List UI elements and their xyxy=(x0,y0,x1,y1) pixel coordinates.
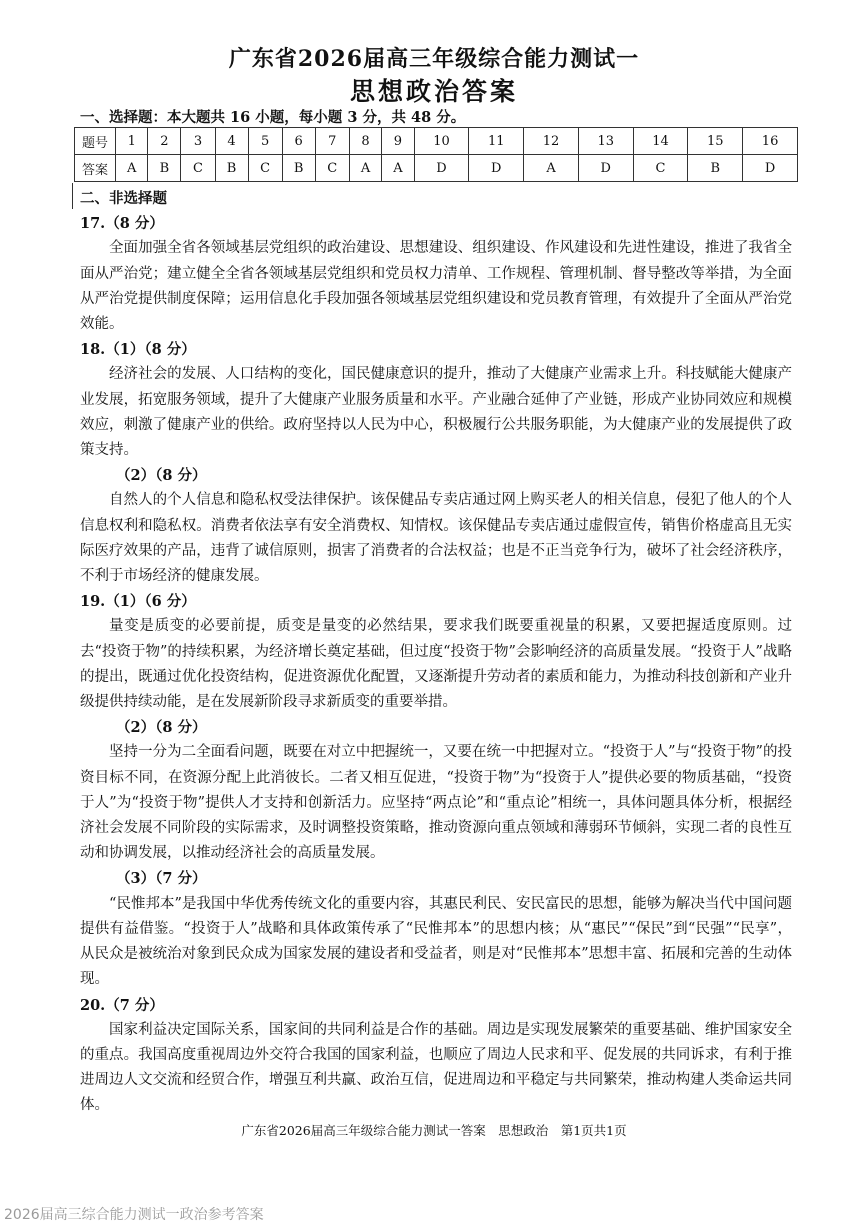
answer-row-label: 答案 xyxy=(75,155,116,182)
answer-cell: B xyxy=(148,155,181,182)
answer-row xyxy=(75,155,798,182)
answer-cell: D xyxy=(743,155,798,182)
q20-heading: 20.（7 分） xyxy=(80,996,164,1014)
answer-cell: D xyxy=(414,155,469,182)
q19-part2-answer: 坚持一分为二全面看问题，既要在对立中把握统一，又要在统一中把握对立。“投资于人”与“投资于物”的投资目标不同，在资源分配上此消彼长。二者又相互促进，“投资于物”为“投资于人”提供必要的物质基础，“投资于人”为“投资于物”提供人才支持和创新活力。应坚持“两点论”和“重点论”相统一，具体问题具体分析，根据经济社会发展不同阶段的实际需求，及时调整投资策略，推动资源向重点领域和薄弱环节倾斜，实现二者的良性互动和协调发展，以推动经济社会的高质量发展。 xyxy=(80,744,792,862)
question-number: 9 xyxy=(382,128,414,155)
q19-part3-heading: （3）（7 分） xyxy=(116,870,207,888)
question-number: 4 xyxy=(215,128,248,155)
answer-cell: A xyxy=(524,155,579,182)
answer-cell: B xyxy=(215,155,248,182)
answer-cell: B xyxy=(282,155,315,182)
question-number: 11 xyxy=(469,128,524,155)
answer-cell: C xyxy=(633,155,688,182)
q17-answer: 全面加强全省各领域基层党组织的政治建设、思想建设、组织建设、作风建设和先进性建设，推进了我省全面从严治党；建立健全全省各领域基层党组织和党员权力清单、工作规程、管理机制、督导整改等举措，为全面从严治党提供制度保障；运用信息化手段加强各领域基层党组织建设和党员教育管理，有效提升了全面从严治党效能。 xyxy=(80,240,792,333)
answer-cell: C xyxy=(315,155,349,182)
answer-cell: A xyxy=(116,155,148,182)
question-number: 12 xyxy=(524,128,579,155)
q19-part3-answer: “民惟邦本”是我国中华优秀传统文化的重要内容，其惠民利民、安民富民的思想，能够为解决当代中国问题提供有益借鉴。“投资于人”战略和具体政策传承了“民惟邦本”的思想内核；从“惠民”“保民”到“民强”“民享”，从民众是被统治对象到民众成为国家发展的建设者和受益者，则是对“民惟邦本”思想丰富、拓展和完善的生动体现。 xyxy=(80,895,792,988)
answer-cell: D xyxy=(578,155,633,182)
q18-part2-heading: （2）（8 分） xyxy=(116,467,207,485)
section-divider-line xyxy=(72,183,73,209)
q17-heading: 17.（8 分） xyxy=(80,215,164,233)
question-number: 15 xyxy=(688,128,743,155)
answer-cell: B xyxy=(688,155,743,182)
answer-cell: A xyxy=(382,155,414,182)
question-number: 3 xyxy=(181,128,215,155)
question-number: 5 xyxy=(248,128,282,155)
question-number: 6 xyxy=(282,128,315,155)
question-number: 13 xyxy=(578,128,633,155)
q19-heading: 19.（1）（6 分） xyxy=(80,593,196,611)
answer-key-table xyxy=(74,127,798,182)
document-watermark: 2026届高三综合能力测试一政治参考答案 xyxy=(4,1207,264,1223)
question-number: 1 xyxy=(116,128,148,155)
question-number: 2 xyxy=(148,128,181,155)
multiple-choice-heading: 一、选择题：本大题共 16 小题，每小题 3 分，共 48 分。 xyxy=(80,109,466,126)
question-row-label: 题号 xyxy=(75,128,116,155)
q18-heading: 18.（1）（8 分） xyxy=(80,341,196,359)
answer-cell: C xyxy=(248,155,282,182)
q19-part1-answer: 量变是质变的必要前提，质变是量变的必然结果，要求我们既要重视量的积累，又要把握适度原则。过去“投资于物”的持续积累，为经济增长奠定基础，但过度“投资于物”会影响经济的高质量发展。“投资于人”战略的提出，既通过优化投资结构，促进资源优化配置，又逐渐提升劳动者的素质和能力，为推动科技创新和产业升级提供持续动能，是在发展新阶段寻求新质变的重要举措。 xyxy=(80,618,792,711)
answer-cell: D xyxy=(469,155,524,182)
question-number: 7 xyxy=(315,128,349,155)
q20-answer: 国家利益决定国际关系，国家间的共同利益是合作的基础。周边是实现发展繁荣的重要基础、维护国家安全的重点。我国高度重视周边外交符合我国的国家利益，也顺应了周边人民求和平、促发展的共同诉求，有利于推进周边人文交流和经贸合作，增强互利共赢、政治互信，促进周边和平稳定与共同繁荣，推动构建人类命运共同体。 xyxy=(80,1021,792,1114)
answer-cell: C xyxy=(181,155,215,182)
question-number: 14 xyxy=(633,128,688,155)
q18-part1-answer: 经济社会的发展、人口结构的变化，国民健康意识的提升，推动了大健康产业需求上升。科技赋能大健康产业发展，拓宽服务领域，提升了大健康产业服务质量和水平。产业融合延伸了产业链，形成产业协同效应和规模效应，刺激了健康产业的供给。政府坚持以人民为中心，积极履行公共服务职能，为大健康产业的发展提供了政策支持。 xyxy=(80,366,792,459)
page-footer: 广东省2026届高三年级综合能力测试一答案 思想政治 第1页共1页 xyxy=(241,1123,627,1138)
answer-title: 思想政治答案 xyxy=(349,77,518,106)
answer-cell: A xyxy=(349,155,381,182)
question-number-row xyxy=(75,128,798,155)
question-number: 10 xyxy=(414,128,469,155)
section2-heading: 二、非选择题 xyxy=(80,190,167,207)
question-number: 8 xyxy=(349,128,381,155)
q18-part2-answer: 自然人的个人信息和隐私权受法律保护。该保健品专卖店通过网上购买老人的相关信息，侵犯了他人的个人信息权利和隐私权。消费者依法享有安全消费权、知情权。该保健品专卖店通过虚假宣传，销售价格虚高且无实际医疗效果的产品，违背了诚信原则，损害了消费者的合法权益；也是不正当竞争行为，破坏了社会经济秩序，不利于市场经济的健康发展。 xyxy=(80,492,792,585)
q19-part2-heading: （2）（8 分） xyxy=(116,719,207,737)
non-choice-section xyxy=(80,186,792,1119)
exam-title: 广东省2026届高三年级综合能力测试一 xyxy=(228,46,640,72)
question-number: 16 xyxy=(743,128,798,155)
